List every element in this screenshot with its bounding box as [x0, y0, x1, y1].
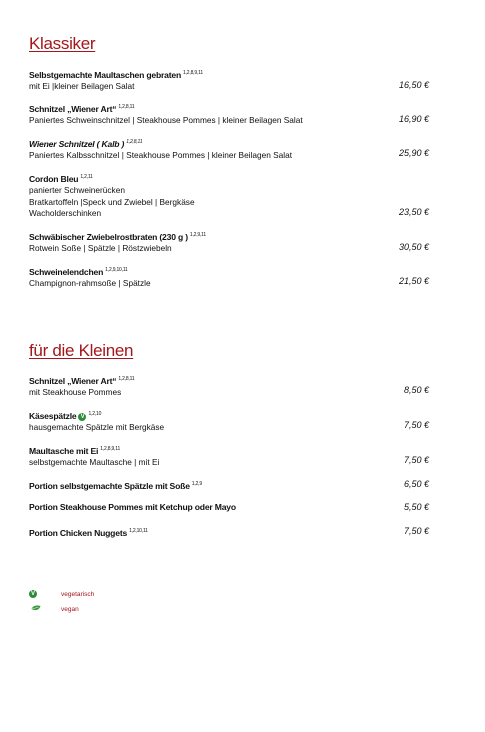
menu-item — [29, 479, 429, 492]
legend-label: vegetarisch — [61, 591, 95, 598]
item-price: 30,50 € — [398, 242, 429, 252]
item-name: Schnitzel „Wiener Art“ $^{1,2,8,11}$ — [29, 104, 135, 114]
menu-item — [29, 137, 429, 162]
item-price: 23,50 € — [398, 207, 429, 217]
item-desc: mit Steakhouse Pommes — [29, 387, 122, 397]
legend-label: vegan — [61, 606, 79, 613]
menu-item — [29, 172, 429, 220]
item-price: 7,50 € — [403, 526, 429, 536]
item-name: Portion selbstgemachte Spätzle mit Soße $^{1,2,9}$ — [29, 481, 202, 491]
item-name: Cordon Bleu $^{1,2,11}$ — [29, 174, 93, 184]
item-price: 7,50 € — [403, 420, 429, 430]
vegetarian-badge-icon: V — [78, 413, 86, 421]
leaf-icon — [31, 605, 41, 612]
item-name: Wiener Schnitzel ( Kalb ) $^{1,2,8,11}$ — [29, 139, 143, 149]
item-name: Schweinelendchen $^{1,2,9,10,11}$ — [29, 267, 128, 277]
item-name: Schnitzel „Wiener Art“ $^{1,2,8,11}$ — [29, 376, 135, 386]
menu-item — [29, 230, 429, 255]
item-desc: Wacholderschinken — [29, 208, 102, 218]
item-name: Käsespätzle V $^{1,2,10}$ — [29, 411, 102, 421]
item-price: 16,50 € — [398, 80, 429, 90]
menu-item — [29, 409, 429, 434]
item-name: Schwäbischer Zwiebelrostbraten (230 g ) $^{1,2,9,11}$ — [29, 232, 206, 242]
section-title-klassiker: Klassiker — [29, 34, 96, 53]
item-desc: Bratkartoffeln |Speck und Zwiebel | Bergkäse — [29, 196, 195, 207]
menu-item — [29, 444, 429, 469]
item-desc: Rotwein Soße | Spätzle | Röstzwiebeln — [29, 243, 172, 253]
menu-item — [29, 526, 429, 539]
item-name: Maultasche mit Ei $^{1,2,8,9,11}$ — [29, 446, 121, 456]
item-desc: Paniertes Schweinschnitzel | Steakhouse Pommes | kleiner Beilagen Salat — [29, 115, 303, 125]
item-name: Selbstgemachte Maultaschen gebraten $^{1,2,8,9,11}$ — [29, 70, 203, 80]
item-price: 5,50 € — [403, 502, 429, 512]
menu-item — [29, 102, 429, 127]
item-desc: hausgemachte Spätzle mit Bergkäse — [29, 422, 165, 432]
item-desc: Champignon-rahmsoße | Spätzle — [29, 278, 151, 288]
vegetarian-badge-icon: V — [30, 591, 35, 597]
item-name: Portion Chicken Nuggets $^{1,2,10,11}$ — [29, 528, 148, 538]
item-price: 25,90 € — [398, 148, 429, 158]
item-desc: panierter Schweinerücken — [29, 185, 125, 195]
menu-item — [29, 374, 429, 399]
section-title-kleinen: für die Kleinen — [29, 341, 134, 360]
item-name: Portion Steakhouse Pommes mit Ketchup oder Mayo — [29, 502, 236, 512]
item-desc: Paniertes Kalbsschnitzel | Steakhouse Pommes | kleiner Beilagen Salat — [29, 150, 293, 160]
item-price: 6,50 € — [403, 479, 429, 489]
menu-item — [29, 502, 429, 513]
item-price: 7,50 € — [403, 455, 429, 465]
item-price: 21,50 € — [398, 276, 429, 286]
item-desc: mit Ei |kleiner Beilagen Salat — [29, 81, 135, 91]
item-price: 8,50 € — [403, 385, 429, 395]
menu-item — [29, 68, 429, 93]
item-price: 16,90 € — [398, 114, 429, 124]
menu-item — [29, 265, 429, 290]
item-desc: selbstgemachte Maultasche | mit Ei — [29, 457, 160, 467]
